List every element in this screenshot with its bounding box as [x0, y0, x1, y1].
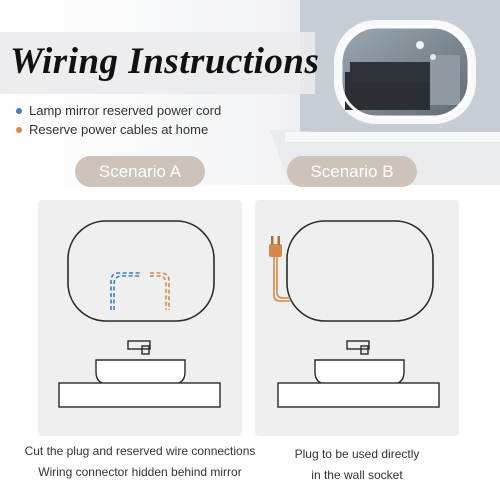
scenario-a-caption	[20, 441, 260, 483]
legend-label-home-cable: Reserve power cables at home	[29, 122, 209, 137]
scenario-b-caption	[262, 444, 452, 486]
scenario-b-caption-line-2: in the wall socket	[311, 468, 403, 482]
scenario-a-diagram	[38, 200, 242, 436]
legend-item-lamp-cord	[16, 103, 221, 118]
scenario-a-caption-line-2: Wiring connector hidden behind mirror	[38, 465, 242, 479]
legend-label-lamp-cord: Lamp mirror reserved power cord	[29, 103, 222, 118]
scenario-b-label: Scenario B	[287, 156, 417, 187]
legend-item-home-cable	[16, 122, 208, 137]
scenario-a-caption-line-1: Cut the plug and reserved wire connections	[24, 444, 256, 458]
orange-dot-icon	[16, 127, 22, 133]
scenario-a-label: Scenario A	[75, 156, 205, 187]
power-plug-icon	[269, 244, 282, 257]
blue-dot-icon	[16, 108, 22, 114]
scenario-b-diagram	[255, 200, 459, 436]
scenario-a-panel	[38, 200, 242, 436]
scenario-b-caption-line-1: Plug to be used directly	[294, 447, 420, 461]
page-title: Wiring Instructions	[10, 41, 320, 82]
scenario-b-panel	[255, 200, 459, 436]
